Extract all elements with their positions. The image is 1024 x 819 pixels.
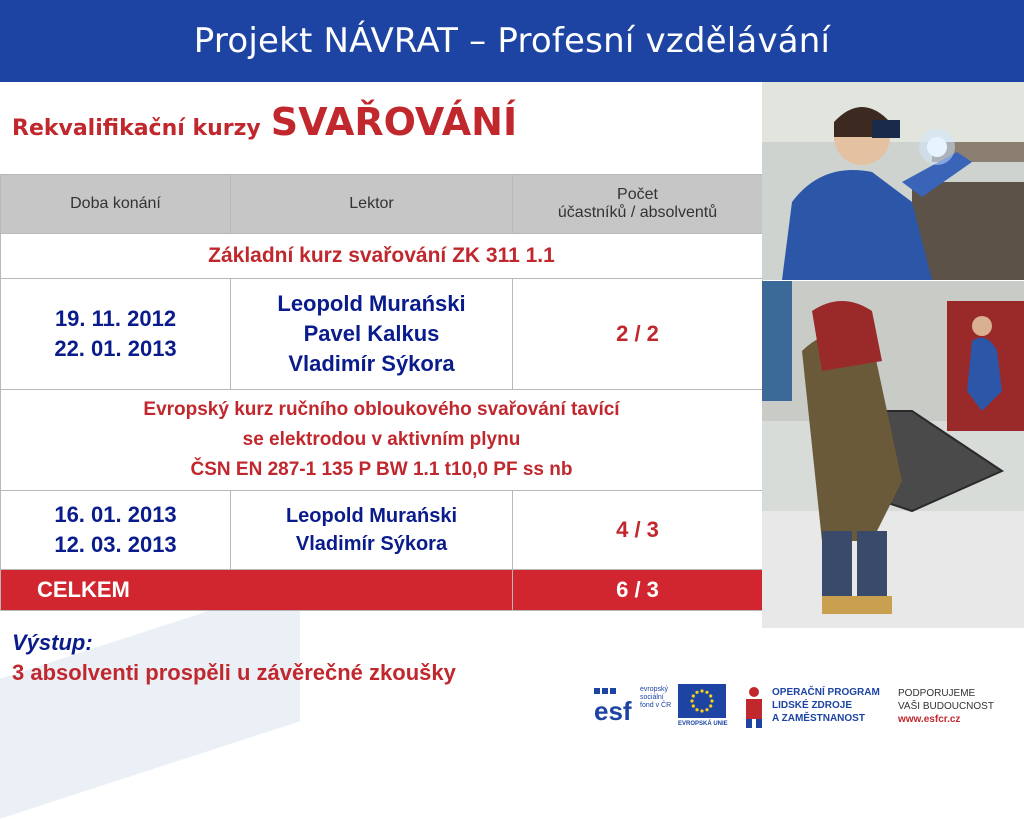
esf-logo-icon — [592, 684, 634, 728]
eu-caption: EVROPSKÁ UNIE — [678, 721, 728, 727]
background-shape — [0, 581, 300, 818]
welding-photo-2-image — [762, 281, 1024, 628]
heading-prefix: Rekvalifikační kurzy — [12, 116, 261, 141]
column-header-count: Počet účastníků / absolventů — [513, 175, 763, 234]
heading-main: SVAŘOVÁNÍ — [270, 100, 518, 144]
welding-photo-1 — [762, 82, 1024, 280]
course-heading — [12, 100, 517, 144]
funding-logos — [592, 680, 1012, 740]
esf-caption: evropský sociální fond v ČR — [640, 686, 672, 709]
output-block — [12, 630, 456, 686]
course-lecturers: Leopold Murański Pavel Kalkus Vladimír Sýkora — [231, 279, 513, 390]
support-url[interactable]: www.esfcr.cz — [898, 714, 961, 725]
course-dates: 19. 11. 2012 22. 01. 2013 — [1, 279, 231, 390]
table-row-total — [1, 570, 763, 611]
course-lecturers: Leopold Murański Vladimír Sýkora — [231, 491, 513, 570]
course-dates: 16. 01. 2013 12. 03. 2013 — [1, 491, 231, 570]
table-row — [1, 491, 763, 570]
section-title: Evropský kurz ručního obloukového svařování tavící se elektrodou v aktivním plynu ČSN EN 287-1 135 P BW 1.1 t10,0 PF ss nb — [1, 390, 763, 491]
column-header-date: Doba konání — [1, 175, 231, 234]
output-text: 3 absolventi prospěli u závěrečné zkoušky — [12, 660, 456, 685]
support-text: PODPORUJEME VAŠI BUDOUCNOST www.esfcr.cz — [898, 688, 994, 725]
table-row-section — [1, 390, 763, 491]
welding-photo-1-image — [762, 82, 1024, 280]
welding-photo-2 — [762, 281, 1024, 628]
svg-text:esf: esf — [594, 696, 632, 726]
title-bar — [0, 0, 1024, 82]
table-row-section — [1, 234, 763, 279]
section-title: Základní kurz svařování ZK 311 1.1 — [1, 234, 763, 279]
eu-flag-icon — [678, 684, 726, 718]
output-label: Výstup: — [12, 630, 93, 655]
courses-table — [0, 174, 763, 611]
total-label: CELKEM — [1, 570, 513, 611]
page-title: Projekt NÁVRAT – Profesní vzdělávání — [193, 21, 831, 61]
course-count: 2 / 2 — [513, 279, 763, 390]
total-count: 6 / 3 — [513, 570, 763, 611]
op-program-text: OPERAČNÍ PROGRAM LIDSKÉ ZDROJE A ZAMĚSTNANOST — [772, 687, 880, 724]
column-header-lecturer: Lektor — [231, 175, 513, 234]
table-row — [1, 279, 763, 390]
op-lzz-logo-icon — [742, 684, 766, 728]
course-count: 4 / 3 — [513, 491, 763, 570]
table-header-row — [1, 175, 763, 234]
